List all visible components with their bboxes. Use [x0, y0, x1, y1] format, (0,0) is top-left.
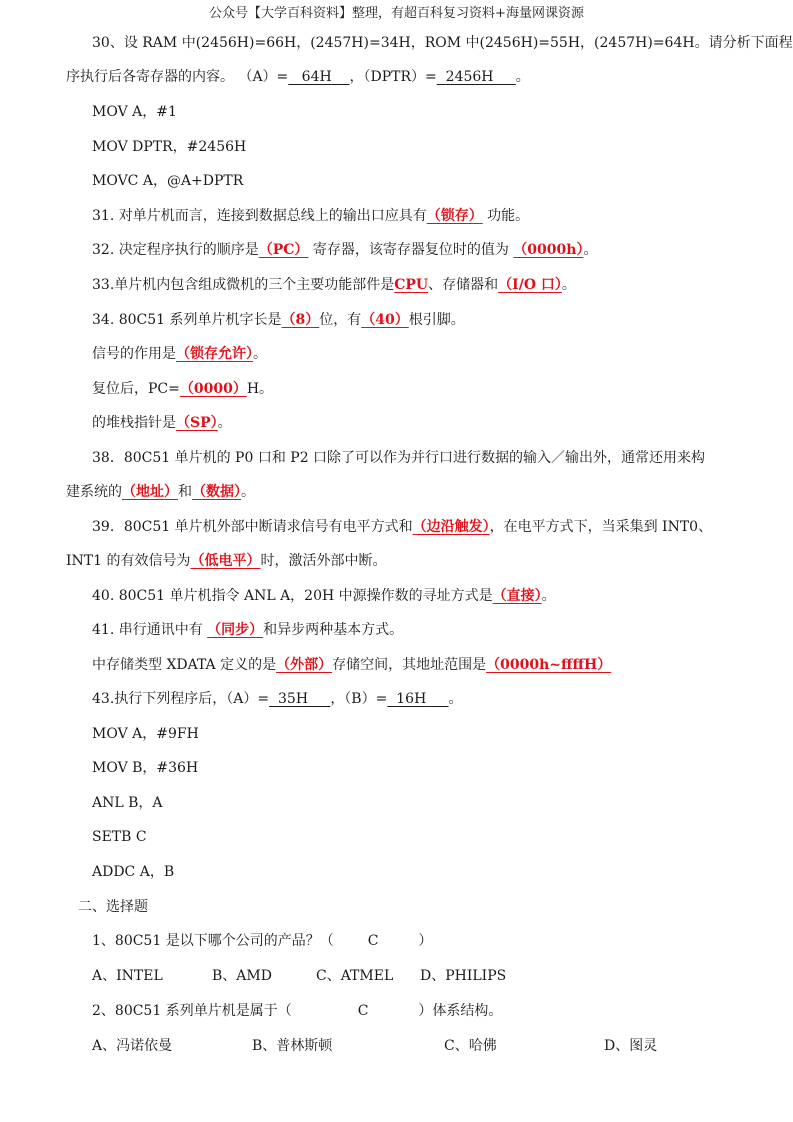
q39-answer-2: （低电平）: [190, 553, 261, 569]
q39-line2: INT1 的有效信号为（低电平）时，激活外部中断。: [66, 553, 387, 569]
q37-answer: （SP）: [176, 415, 218, 431]
choice1-option: C、ATMEL: [316, 968, 394, 984]
q30-code-line: MOV DPTR，#2456H: [92, 139, 247, 155]
q30-answer-dptr: 2456H: [445, 69, 494, 85]
q30-code-line: MOVC A，@A+DPTR: [92, 173, 244, 189]
q43-answer-a: 35H: [278, 691, 309, 707]
q42-answer-2: （0000h~ffffH）: [486, 657, 612, 673]
q31-answer: （锁存）: [426, 208, 483, 224]
q32-answer-2: （0000h）: [513, 242, 584, 258]
q33-answer-2: （I/O 口）: [498, 277, 562, 293]
q32-answer-1: （PC）: [258, 242, 309, 258]
q42-line: 中存储类型 XDATA 定义的是（外部）存储空间，其地址范围是（0000h~ffffH）: [92, 657, 612, 673]
choice2-answer: C: [357, 1003, 369, 1019]
q34-answer-2: （40）: [361, 312, 409, 328]
choice2-stem: 2、80C51 系列单片机是属于（ C ）体系结构。: [92, 1003, 503, 1019]
q43-code-line: MOV A，#9FH: [92, 726, 199, 742]
q42-answer-1: （外部）: [276, 657, 333, 673]
q38-line2: 建系统的（地址）和（数据）。: [66, 484, 255, 500]
q34-line: 34. 80C51 系列单片机字长是（8）位，有（40）根引脚。: [92, 312, 465, 328]
choice1-option: B、AMD: [212, 968, 272, 984]
q38-answer-1: （地址）: [122, 484, 178, 500]
q35-answer: （锁存允许）: [176, 346, 253, 362]
q30-line1: 30、设 RAM 中(2456H)=66H，(2457H)=34H，ROM 中(2456H)=55H，(2457H)=64H。请分析下面程: [92, 35, 793, 51]
q32-line: 32. 决定程序执行的顺序是（PC） 寄存器，该寄存器复位时的值为 （0000h）。: [92, 242, 598, 258]
q30-line2: 序执行后各寄存器的内容。 （A）= 64H ，（DPTR）= 2456H 。: [66, 69, 530, 85]
q40-answer: （直接）: [492, 588, 542, 604]
q41-answer: （同步）: [207, 622, 264, 638]
q34-answer-1: （8）: [281, 312, 320, 328]
q43-code-line: ANL B，A: [92, 795, 163, 811]
q36-line: 复位后，PC=（0000）H。: [92, 381, 274, 397]
section-title: 二、选择题: [78, 899, 148, 915]
q43-code-line: ADDC A，B: [92, 864, 175, 880]
q30-answer-a: 64H: [301, 69, 332, 85]
q37-line: 的堆栈指针是（SP）。: [92, 415, 232, 431]
q38-line1: 38．80C51 单片机的 P0 口和 P2 口除了可以作为并行口进行数据的输入／输出外，通常还用来构: [92, 450, 706, 466]
q43-line: 43.执行下列程序后，（A）= 35H ，（B）= 16H 。: [92, 691, 463, 707]
choice1-stem: 1、80C51 是以下哪个公司的产品？（ C ）: [92, 933, 433, 949]
q39-line1: 39．80C51 单片机外部中断请求信号有电平方式和（边沿触发），在电平方式下，当采集到 INT0、: [92, 519, 713, 535]
q38-answer-2: （数据）: [192, 484, 241, 500]
q36-answer: （0000）: [179, 381, 247, 397]
choice2-option: D、图灵: [604, 1038, 658, 1054]
q33-line: 33.单片机内包含组成微机的三个主要功能部件是CPU、存储器和（I/O 口）。: [92, 277, 576, 293]
choice1-answer: C: [367, 933, 379, 949]
q31-line: 31. 对单片机而言，连接到数据总线上的输出口应具有（锁存） 功能。: [92, 208, 530, 224]
q41-line: 41. 串行通讯中有 （同步）和异步两种基本方式。: [92, 622, 404, 638]
choice2-option: C、哈佛: [444, 1038, 497, 1054]
q43-code-line: MOV B，#36H: [92, 760, 199, 776]
q30-code-line: MOV A，#1: [92, 104, 177, 120]
page-header: 公众号【大学百科资料】整理，有超百科复习资料+海量网课资源: [209, 6, 584, 21]
choice1-option: A、INTEL: [92, 968, 163, 984]
q39-answer-1: （边沿触发）: [412, 519, 490, 535]
q35-line: 信号的作用是（锁存允许）。: [92, 346, 267, 362]
choice2-option: A、冯诺依曼: [92, 1038, 173, 1054]
choice2-option: B、普林斯顿: [252, 1038, 333, 1054]
q43-code-line: SETB C: [92, 829, 147, 845]
choice1-option: D、PHILIPS: [420, 968, 507, 984]
q43-answer-b: 16H: [396, 691, 427, 707]
q33-answer-1: CPU: [394, 277, 429, 293]
q40-line: 40. 80C51 单片机指令 ANL A，20H 中源操作数的寻址方式是（直接）。: [92, 588, 556, 604]
